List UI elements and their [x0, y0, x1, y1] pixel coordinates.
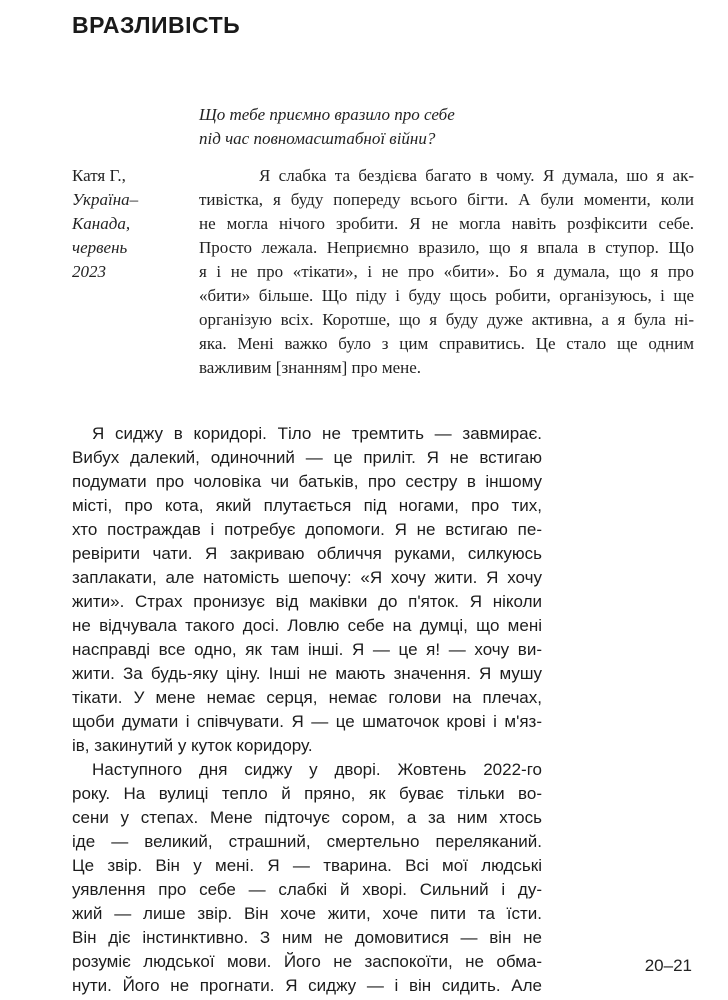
body-line: тікати. У мене немає серця, немає голови на плечах,	[72, 688, 542, 707]
body-line: Вибух далекий, одиночний — це приліт. Я не встигаю	[72, 448, 542, 467]
body-line: жити». Страх пронизує від маківки до п'яток. Я ніколи	[72, 592, 542, 611]
essay-body	[72, 422, 542, 998]
question-line: під час повномасштабної війни?	[199, 129, 436, 148]
interview-answer	[199, 164, 694, 380]
body-line: Це звір. Він у мені. Я — тварина. Всі мої людські	[72, 856, 542, 875]
body-line: уявлення про себе — слабкі й хворі. Сильний і ду-	[72, 880, 542, 899]
body-line: розуміє людської мови. Його не заспокоїти, не обма-	[72, 952, 542, 971]
body-line: ревірити чати. Я закриваю обличчя руками, силкуюсь	[72, 544, 542, 563]
answer-line: важливим [знанням] про мене.	[199, 358, 422, 377]
interview-question	[199, 103, 679, 151]
body-line: жити. За будь-яку ціну. Інші не мають значення. Я мушу	[72, 664, 542, 683]
body-line: не відчувала такого досі. Ловлю себе на думці, що мені	[72, 616, 542, 635]
body-line: подумати про чоловіка чи батьків, про сестру в іншому	[72, 472, 542, 491]
body-line: іде — великий, страшний, смертельно переляканий.	[72, 832, 542, 851]
body-line: нути. Його не прогнати. Я сиджу — і він сидить. Але	[72, 976, 542, 995]
body-line: Наступного дня сиджу у дворі. Жовтень 2022-го	[92, 760, 542, 779]
body-line: сени у степах. Мене підточує сором, а за ним хтось	[72, 808, 542, 827]
respondent-place: Канада,	[72, 214, 131, 233]
respondent-year: 2023	[72, 262, 106, 281]
answer-line: організую всіх. Коротше, що я буду дуже активна, а я була ні-	[199, 310, 694, 329]
answer-line: яка. Мені важко було з цим справитись. Це стало ще одним	[199, 334, 694, 353]
respondent-month: червень	[72, 238, 128, 257]
body-line: ів, закинутий у куток коридору.	[72, 736, 313, 755]
answer-line: Я слабка та бездієва багато в чому. Я думала, шо я ак-	[259, 166, 694, 185]
body-line: Він діє інстинктивно. З ним не домовитися — він не	[72, 928, 542, 947]
body-line: Я сиджу в коридорі. Тіло не тремтить — завмирає.	[92, 424, 542, 443]
question-line: Що тебе приємно вразило про себе	[199, 105, 455, 124]
respondent-place: Україна–	[72, 190, 139, 209]
respondent-attribution	[72, 164, 184, 284]
body-line: насправді все одно, як там інші. Я — це я! — хочу ви-	[72, 640, 542, 659]
body-line: щоби думати і співчувати. Я — це шматочок крові і м'яз-	[72, 712, 542, 731]
answer-line: Просто лежала. Неприємно вразило, що я впала в ступор. Що	[199, 238, 694, 257]
answer-line: не могла нічого зробити. Я не могла навіть розфіксити себе.	[199, 214, 694, 233]
body-line: місті, про кота, який плутається під ногами, про тих,	[72, 496, 542, 515]
body-line: року. На вулиці тепло й пряно, як буває тільки во-	[72, 784, 542, 803]
respondent-name: Катя Г.,	[72, 166, 126, 185]
page-number: 20–21	[644, 956, 692, 975]
body-line: жий — лише звір. Він хоче жити, хоче пити та їсти.	[72, 904, 542, 923]
body-line: заплакати, але натомість шепочу: «Я хочу жити. Я хочу	[72, 568, 542, 587]
answer-line: тивістка, я буду попереду всього бігти. А були моменти, коли	[199, 190, 694, 209]
section-title: ВРАЗЛИВІСТЬ	[72, 12, 241, 38]
answer-line: я і не про «тікати», і не про «бити». Бо я думала, що я про	[199, 262, 694, 281]
answer-line: «бити» більше. Що піду і буду щось робити, організуюсь, і ще	[199, 286, 694, 305]
body-line: хто постраждав і потребує допомоги. Я не встигаю пе-	[72, 520, 542, 539]
